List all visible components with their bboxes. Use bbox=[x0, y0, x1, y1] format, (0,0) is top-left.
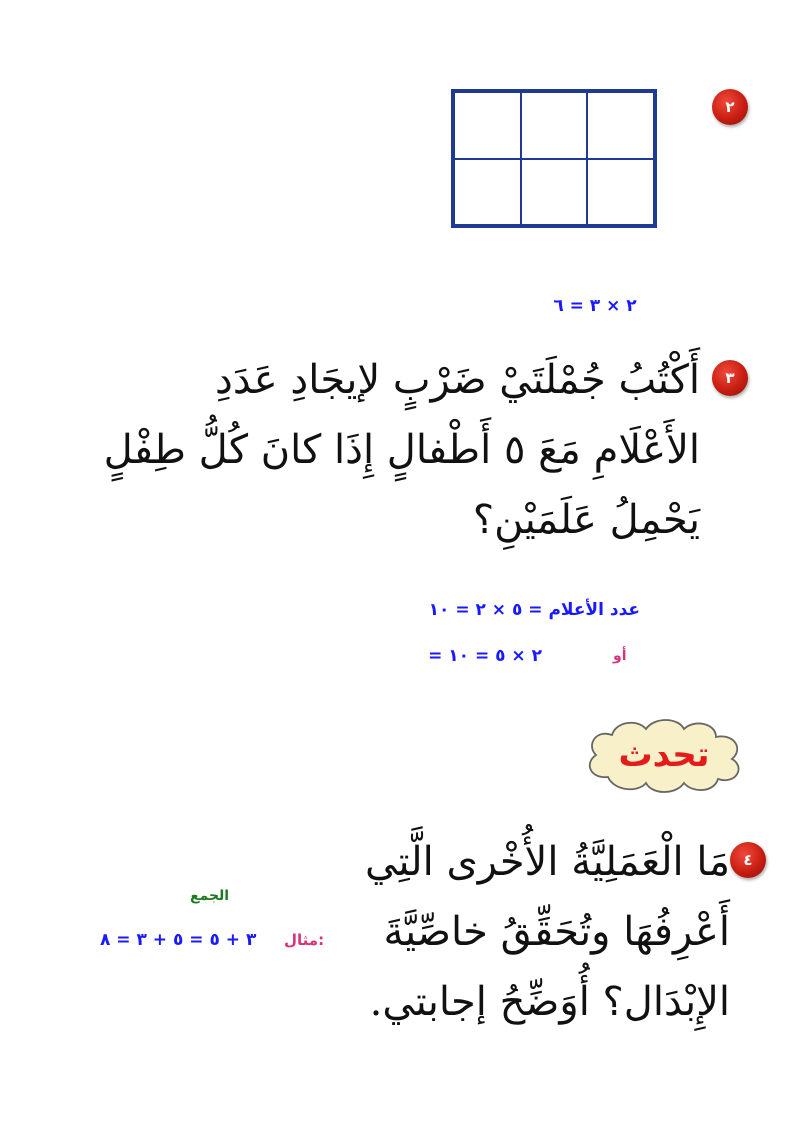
question-line: الأَعْلَامِ مَعَ ٥ أَطْفالٍ إِذَا كانَ كُلُّ طِفْلٍ bbox=[103, 427, 700, 473]
question-line: أَكْتُبُ جُمْلَتَيْ ضَرْبٍ لإيجَادِ عَدَدِ bbox=[215, 357, 700, 403]
or-label: أو bbox=[613, 648, 627, 664]
rectangle-grid bbox=[451, 89, 657, 228]
question-text bbox=[360, 827, 730, 1037]
question-number: ٤ bbox=[743, 851, 753, 869]
grid-cell bbox=[521, 159, 588, 226]
example-equation: ٣ + ٥ = ٥ + ٣ = ٨ bbox=[100, 930, 257, 950]
question-number-badge bbox=[712, 89, 748, 125]
flags-answer-equation-1: عدد الأعلام = ٥ × ٢ = ١٠ bbox=[428, 600, 640, 620]
talk-label: تحدث bbox=[618, 735, 710, 775]
question-number: ٣ bbox=[725, 369, 735, 387]
flags-answer-equation-2: = ٢ × ٥ = ١٠ bbox=[428, 646, 542, 666]
question-line: يَحْمِلُ عَلَمَيْنِ؟ bbox=[472, 497, 700, 543]
grid-cell bbox=[454, 92, 521, 159]
grid-answer-equation: ٢ × ٣ = ٦ bbox=[553, 296, 637, 316]
question-number-badge bbox=[730, 842, 766, 878]
operation-answer: الجمع bbox=[190, 888, 230, 904]
question-number: ٢ bbox=[725, 98, 735, 116]
grid-cell bbox=[587, 92, 654, 159]
question-number-badge bbox=[712, 360, 748, 396]
question-line: الإِبْدَال؟ أُوَضِّحُ إجابتي. bbox=[369, 979, 730, 1025]
grid-cell bbox=[454, 159, 521, 226]
grid-cell bbox=[521, 92, 588, 159]
question-line: مَا الْعَمَلِيَّةُ الأُخْرى الَّتِي bbox=[365, 839, 730, 885]
question-line: أَعْرِفُهَا وتُحَقِّقُ خاصِّيَّةَ bbox=[383, 909, 730, 955]
grid-cell bbox=[587, 159, 654, 226]
question-text bbox=[103, 345, 700, 555]
example-label: مثال: bbox=[284, 931, 325, 949]
